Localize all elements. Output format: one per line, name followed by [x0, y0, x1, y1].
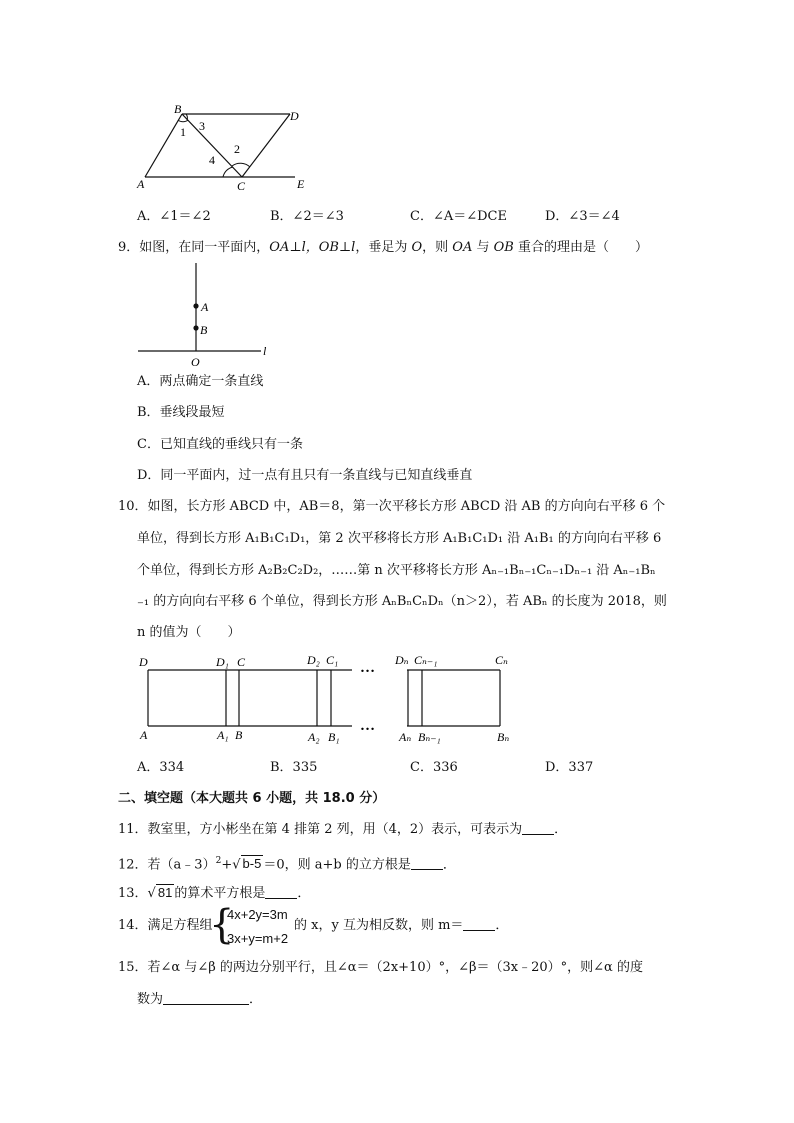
dots-top: …	[360, 660, 375, 676]
label-O: O	[191, 355, 200, 369]
q11-end: ．	[554, 822, 568, 837]
q9-oa: OA	[452, 240, 473, 255]
q14-pre: 14．满足方程组	[118, 918, 213, 933]
q13-radicand: 81	[157, 885, 173, 900]
label-Bn-1: Bₙ₋₁	[418, 730, 441, 744]
label-B: B	[174, 102, 182, 116]
q14-eq1: 4x+2y=3m	[227, 907, 288, 922]
q9-stem-part: 与	[472, 240, 494, 255]
q8-option-d: D．∠3＝∠4	[545, 209, 620, 224]
q8-option-b: B．∠2＝∠3	[270, 209, 344, 224]
q11-blank[interactable]	[522, 820, 554, 835]
q12-blank[interactable]	[411, 855, 443, 870]
q13-number: 13．	[118, 886, 148, 901]
q14-post: 的 x，y 互为相反数，则 m＝	[294, 918, 464, 933]
label-3: 3	[199, 119, 205, 133]
label-Bn: Bₙ	[497, 730, 510, 744]
q8-option-a: A．∠1＝∠2	[137, 209, 211, 224]
q10-line-4: ₋₁ 的方向向右平移 6 个单位，得到长方形 AₙBₙCₙDₙ（n＞2），若 ABₙ 的长度为 2018，则	[137, 594, 667, 609]
label-C1: C₁	[326, 653, 339, 667]
label-D: D	[290, 109, 299, 123]
q14-eq2: 3x+y=m+2	[227, 931, 289, 946]
label-E: E	[297, 177, 305, 191]
q13-post: 的算术平方根是	[174, 886, 266, 901]
label-A: A	[137, 177, 145, 191]
q12-plus: +	[221, 857, 233, 873]
q15-blank[interactable]	[163, 990, 249, 1005]
q10-line-2: 单位，得到长方形 A₁B₁C₁D₁，第 2 次平移将长方形 A₁B₁C₁D₁ 沿 A₁B₁ 的方向向右平移 6	[137, 531, 662, 546]
q9-stem-part: 重合的理由是（ ）	[513, 240, 648, 255]
label-1: 1	[180, 125, 186, 139]
q10-option-b: B．335	[270, 760, 318, 775]
q9-stem-part: 如图，在同一平面内，	[139, 240, 270, 255]
label-2: 2	[234, 142, 240, 156]
q12-post: ＝0，则 a+b 的立方根是	[263, 857, 411, 873]
q14-end: ．	[495, 918, 509, 933]
q8-figure	[135, 100, 315, 195]
q10-line-5: n 的值为（ ）	[137, 625, 241, 640]
label-An: Aₙ	[399, 730, 412, 744]
q10-line-3: 个单位，得到长方形 A₂B₂C₂D₂，……第 n 次平移将长方形 Aₙ₋₁Bₙ₋₁Cₙ₋₁Dₙ₋₁ 沿 Aₙ₋₁Bₙ	[137, 563, 656, 578]
q12-radicand: b-5	[242, 856, 262, 872]
label-Cn-1: Cₙ₋₁	[414, 653, 438, 667]
q9-stem-part: ，则	[422, 240, 453, 255]
label-4: 4	[209, 153, 215, 167]
q9-number: 9．	[118, 240, 140, 255]
q9-ob: OB	[493, 240, 514, 255]
q13-stem: 13．√ 81 的算术平方根是 ．	[118, 885, 311, 901]
q13-end: ．	[297, 886, 311, 901]
label-B: B	[235, 728, 243, 742]
q15-line-1: 15．若∠α 与∠β 的两边分别平行，且∠α＝（2x+10）°，∠β＝（3x﹣20）°，则∠α 的度	[118, 960, 643, 975]
q12-pre: 12．若（a﹣3）	[118, 857, 216, 873]
q9-option-c: C．已知直线的垂线只有一条	[137, 437, 303, 452]
q12-exponent: 2	[215, 856, 222, 866]
label-A2: A₂	[308, 730, 320, 744]
label-D2: D₂	[307, 653, 320, 667]
label-B: B	[200, 323, 208, 337]
q13-blank[interactable]	[265, 884, 297, 899]
q15-end: ．	[249, 992, 263, 1007]
q9-condition: OA⊥l，OB⊥l	[269, 240, 356, 255]
label-D1: D₁	[216, 655, 229, 669]
q15-line-2: 数为	[137, 992, 164, 1007]
q9-point-o: O	[411, 240, 423, 255]
q10-option-a: A．334	[137, 760, 185, 775]
q9-figure	[135, 258, 285, 370]
q15-line-2-wrap	[137, 990, 262, 1010]
q14-post-wrap	[294, 916, 508, 936]
q10-line-1: 10．如图，长方形 ABCD 中，AB＝8，第一次平移长方形 ABCD 沿 AB 的方向向右平移 6 个	[118, 499, 666, 514]
q11-stem	[118, 820, 567, 840]
q9-stem	[118, 238, 648, 258]
q9-option-d: D．同一平面内，过一点有且只有一条直线与已知直线垂直	[137, 468, 473, 483]
q10-option-c: C．336	[410, 760, 458, 775]
label-A1: A₁	[217, 728, 229, 742]
q12-end: ．	[442, 857, 456, 873]
label-C: C	[237, 655, 246, 669]
label-D: D	[139, 655, 148, 669]
q8-option-c: C．∠A＝∠DCE	[410, 209, 507, 224]
dots-bottom: …	[360, 718, 375, 734]
q9-option-a: A．两点确定一条直线	[137, 374, 264, 389]
label-l: l	[263, 344, 267, 358]
label-B1: B₁	[328, 730, 340, 744]
label-A: A	[140, 728, 148, 742]
q9-stem-part: ，垂足为	[355, 240, 412, 255]
label-C: C	[237, 179, 246, 193]
q14-blank[interactable]	[463, 916, 495, 931]
section-heading: 二、填空题（本大题共 6 小题，共 18.0 分）	[118, 791, 386, 806]
label-A: A	[201, 300, 209, 314]
q14-brace: {	[209, 902, 235, 948]
q9-option-b: B．垂线段最短	[137, 405, 225, 420]
label-Cn: Cₙ	[495, 653, 508, 667]
q10-figure	[135, 650, 530, 748]
q12-stem: 12．若（a﹣3）$^2$+√ b-5 ＝0，则 a+b 的立方根是 ．	[118, 856, 456, 873]
label-Dn: Dₙ	[395, 653, 409, 667]
q10-option-d: D．337	[545, 760, 594, 775]
q11-text: 11．教室里，方小彬坐在第 4 排第 2 列，用（4，2）表示，可表示为	[118, 822, 523, 837]
